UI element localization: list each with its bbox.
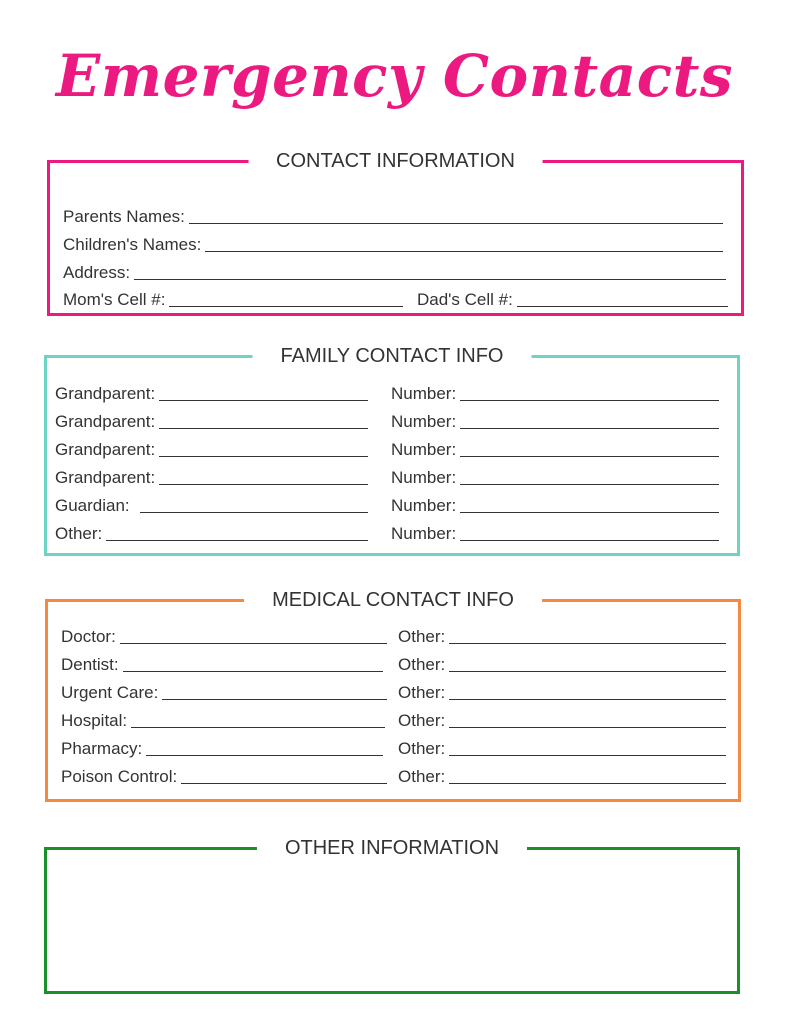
family-label: Guardian: — [55, 496, 130, 515]
other-information-section[interactable] — [44, 837, 740, 994]
medical-field[interactable] — [131, 727, 385, 728]
family-field[interactable] — [159, 484, 368, 485]
medical-row — [61, 625, 387, 647]
contact-information-section — [47, 150, 744, 316]
family-row — [55, 522, 368, 544]
medical-other-row — [398, 625, 726, 647]
moms-cell-field[interactable] — [169, 306, 403, 307]
family-row — [55, 438, 368, 460]
page-title: Emergency Contacts — [56, 42, 734, 110]
parents-names-label: Parents Names: — [63, 207, 185, 226]
family-number-row — [391, 522, 719, 544]
family-number-row — [391, 382, 719, 404]
medical-label: Doctor: — [61, 627, 116, 646]
medical-row — [61, 765, 387, 787]
medical-label: Pharmacy: — [61, 739, 143, 758]
parents-names-field[interactable] — [189, 223, 723, 224]
address-label: Address: — [63, 263, 131, 282]
family-field[interactable] — [159, 400, 368, 401]
other-field[interactable] — [449, 783, 726, 784]
family-number-row — [391, 438, 719, 460]
parents-names-row — [63, 205, 723, 227]
moms-cell-label: Mom's Cell #: — [63, 290, 166, 309]
number-field[interactable] — [460, 456, 719, 457]
family-row — [55, 410, 368, 432]
number-label: Number: — [391, 468, 457, 487]
number-label: Number: — [391, 524, 457, 543]
number-label: Number: — [391, 440, 457, 459]
medical-field[interactable] — [162, 699, 387, 700]
medical-other-row — [398, 681, 726, 703]
other-field[interactable] — [449, 643, 726, 644]
medical-row — [61, 709, 385, 731]
medical-other-row — [398, 653, 726, 675]
family-label: Grandparent: — [55, 440, 156, 459]
medical-field[interactable] — [123, 671, 383, 672]
family-row — [55, 466, 368, 488]
family-row — [55, 494, 368, 516]
medical-row — [61, 681, 387, 703]
number-field[interactable] — [460, 400, 719, 401]
other-field[interactable] — [449, 727, 726, 728]
family-field[interactable] — [159, 456, 368, 457]
family-contact-heading: FAMILY CONTACT INFO — [253, 343, 532, 369]
family-field[interactable] — [159, 428, 368, 429]
medical-label: Dentist: — [61, 655, 119, 674]
number-label: Number: — [391, 384, 457, 403]
childrens-names-label: Children's Names: — [63, 235, 202, 254]
moms-cell-row — [63, 288, 403, 310]
address-row — [63, 261, 726, 283]
family-label: Grandparent: — [55, 384, 156, 403]
childrens-names-field[interactable] — [205, 251, 723, 252]
other-field[interactable] — [449, 699, 726, 700]
address-field[interactable] — [134, 279, 726, 280]
other-label: Other: — [398, 767, 446, 786]
other-label: Other: — [398, 711, 446, 730]
dads-cell-label: Dad's Cell #: — [417, 290, 513, 309]
medical-row — [61, 653, 383, 675]
family-field[interactable] — [140, 512, 368, 513]
number-field[interactable] — [460, 512, 719, 513]
contact-information-heading: CONTACT INFORMATION — [248, 148, 543, 174]
other-label: Other: — [398, 683, 446, 702]
family-label: Grandparent: — [55, 412, 156, 431]
other-information-heading: OTHER INFORMATION — [257, 835, 527, 861]
other-label: Other: — [398, 655, 446, 674]
other-field[interactable] — [449, 755, 726, 756]
medical-label: Urgent Care: — [61, 683, 159, 702]
medical-field[interactable] — [181, 783, 387, 784]
medical-other-row — [398, 737, 726, 759]
dads-cell-row — [417, 288, 728, 310]
number-field[interactable] — [460, 540, 719, 541]
number-label: Number: — [391, 412, 457, 431]
other-label: Other: — [398, 627, 446, 646]
number-label: Number: — [391, 496, 457, 515]
family-label: Other: — [55, 524, 103, 543]
family-label: Grandparent: — [55, 468, 156, 487]
dads-cell-field[interactable] — [517, 306, 728, 307]
number-field[interactable] — [460, 484, 719, 485]
family-number-row — [391, 466, 719, 488]
medical-other-row — [398, 765, 726, 787]
medical-label: Poison Control: — [61, 767, 178, 786]
family-field[interactable] — [106, 540, 368, 541]
number-field[interactable] — [460, 428, 719, 429]
childrens-names-row — [63, 233, 723, 255]
medical-field[interactable] — [146, 755, 383, 756]
other-label: Other: — [398, 739, 446, 758]
medical-contact-heading: MEDICAL CONTACT INFO — [244, 587, 542, 613]
family-number-row — [391, 494, 719, 516]
medical-label: Hospital: — [61, 711, 128, 730]
medical-other-row — [398, 709, 726, 731]
family-contact-section — [44, 345, 740, 556]
medical-field[interactable] — [120, 643, 387, 644]
medical-contact-section — [45, 589, 741, 802]
family-number-row — [391, 410, 719, 432]
family-row — [55, 382, 368, 404]
medical-row — [61, 737, 383, 759]
other-field[interactable] — [449, 671, 726, 672]
